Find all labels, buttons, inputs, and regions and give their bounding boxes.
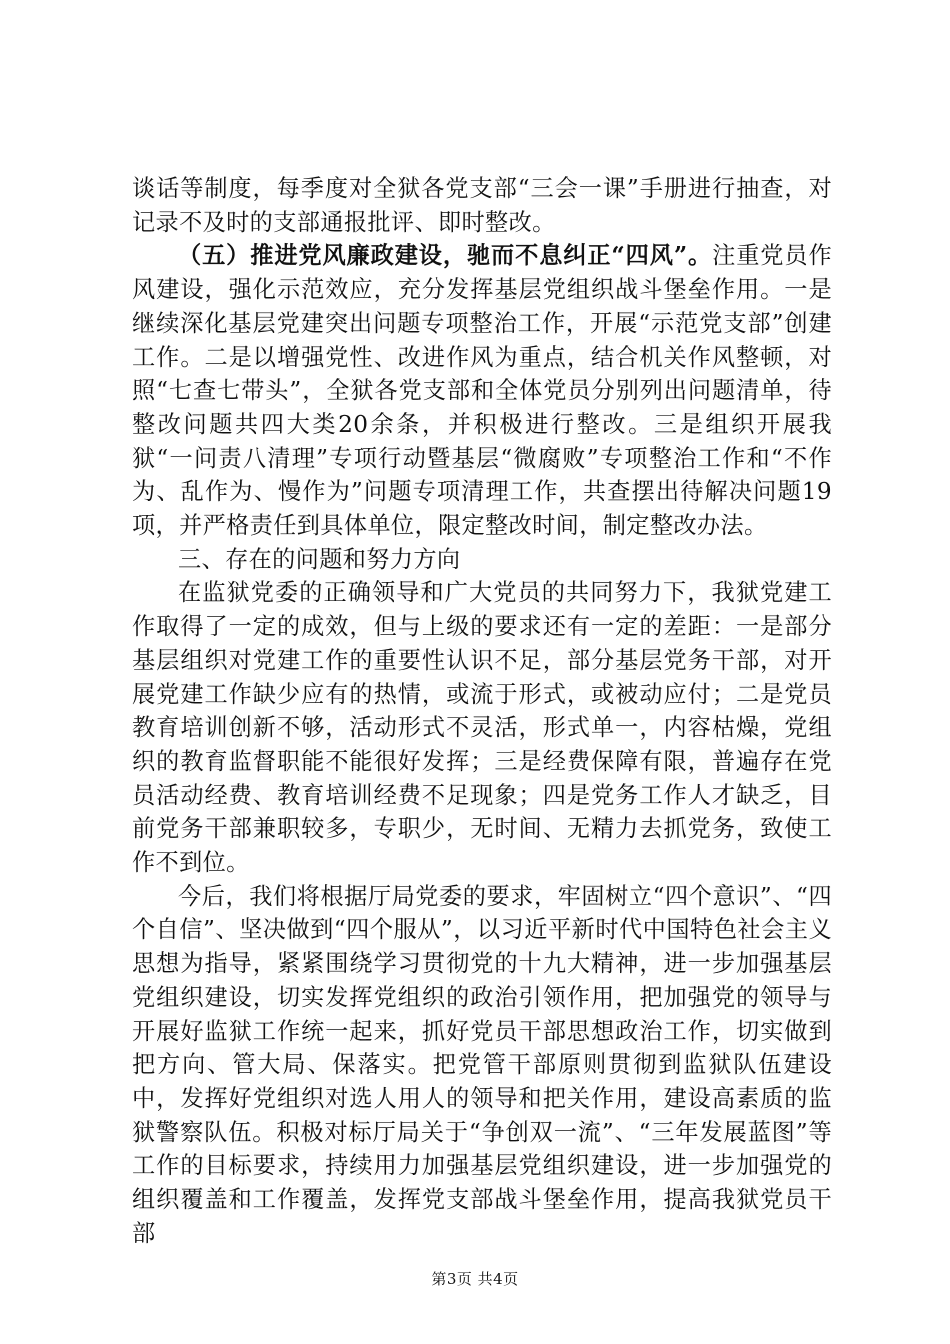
paragraph-text: 今后，我们将根据厅局党委的要求，牢固树立“四个意识”、“四个自信”、坚决做到“四个服从”，以习近平新时代中国特色社会主义思想为指导，紧紧围绕学习贯彻党的十九大精神，进一步加强基层党组织建设，切实发挥党组织的政治引领作用，把加强党的领导与开展好监狱工作统一起来，抓好党员干部思想政治工作，切实做到把方向、管大局、保落实。把党管干部原则贯彻到监狱队伍建设中，发挥好党组织对选人用人的领导和把关作用，建设高素质的监狱警察队伍。积极对标厅局关于“争创双一流”、“三年发展蓝图”等工作的目标要求，持续用力加强基层党组织建设，进一步加强党的组织覆盖和工作覆盖，发挥党支部战斗堡垒作用，提高我狱党员干部 [132, 882, 832, 1247]
paragraph-future [132, 880, 832, 1251]
paragraph-text: 在监狱党委的正确领导和广大党员的共同努力下，我狱党建工作取得了一定的成效，但与上级的要求还有一定的差距：一是部分基层组织对党建工作的重要性认识不足，部分基层党务干部，对开展党建工作缺少应有的热情，或流于形式，或被动应付；二是党员教育培训创新不够，活动形式不灵活，形式单一，内容枯燥，党组织的教育监督职能不能很好发挥；三是经费保障有限，普遍存在党员活动经费、教育培训经费不足现象；四是党务工作人才缺乏，目前党务干部兼职较多，专职少，无时间、无精力去抓党务，致使工作不到位。 [132, 579, 832, 877]
document-body [132, 172, 832, 1251]
paragraph-text: 注重党员作风建设，强化示范效应，充分发挥基层党组织战斗堡垒作用。一是继续深化基层党建突出问题专项整治工作，开展“示范党支部”创建工作。二是以增强党性、改进作风为重点，结合机关作风整顿，对照“七查七带头”，全狱各党支部和全体党员分别列出问题清单，待整改问题共四大类20余条，并积极进行整改。三是组织开展我狱“一问责八清理”专项行动暨基层“微腐败”专项整治工作和“不作为、乱作为、慢作为”问题专项清理工作，共查摆出待解决问题19项，并严格责任到具体单位，限定整改时间，制定整改办法。 [132, 242, 832, 540]
section-5-title: （五）推进党风廉政建设，驰而不息纠正“四风”。 [178, 242, 713, 270]
paragraph-section-5 [132, 239, 832, 542]
section-heading-3 [132, 543, 832, 577]
paragraph-continuation [132, 172, 832, 239]
paragraph-text: 谈话等制度，每季度对全狱各党支部“三会一课”手册进行抽查，对记录不及时的支部通报批评、即时整改。 [132, 175, 832, 236]
page-number-footer: 第3页 共4页 [431, 1270, 519, 1288]
heading-text: 三、存在的问题和努力方向 [178, 545, 461, 573]
paragraph-problems [132, 576, 832, 879]
